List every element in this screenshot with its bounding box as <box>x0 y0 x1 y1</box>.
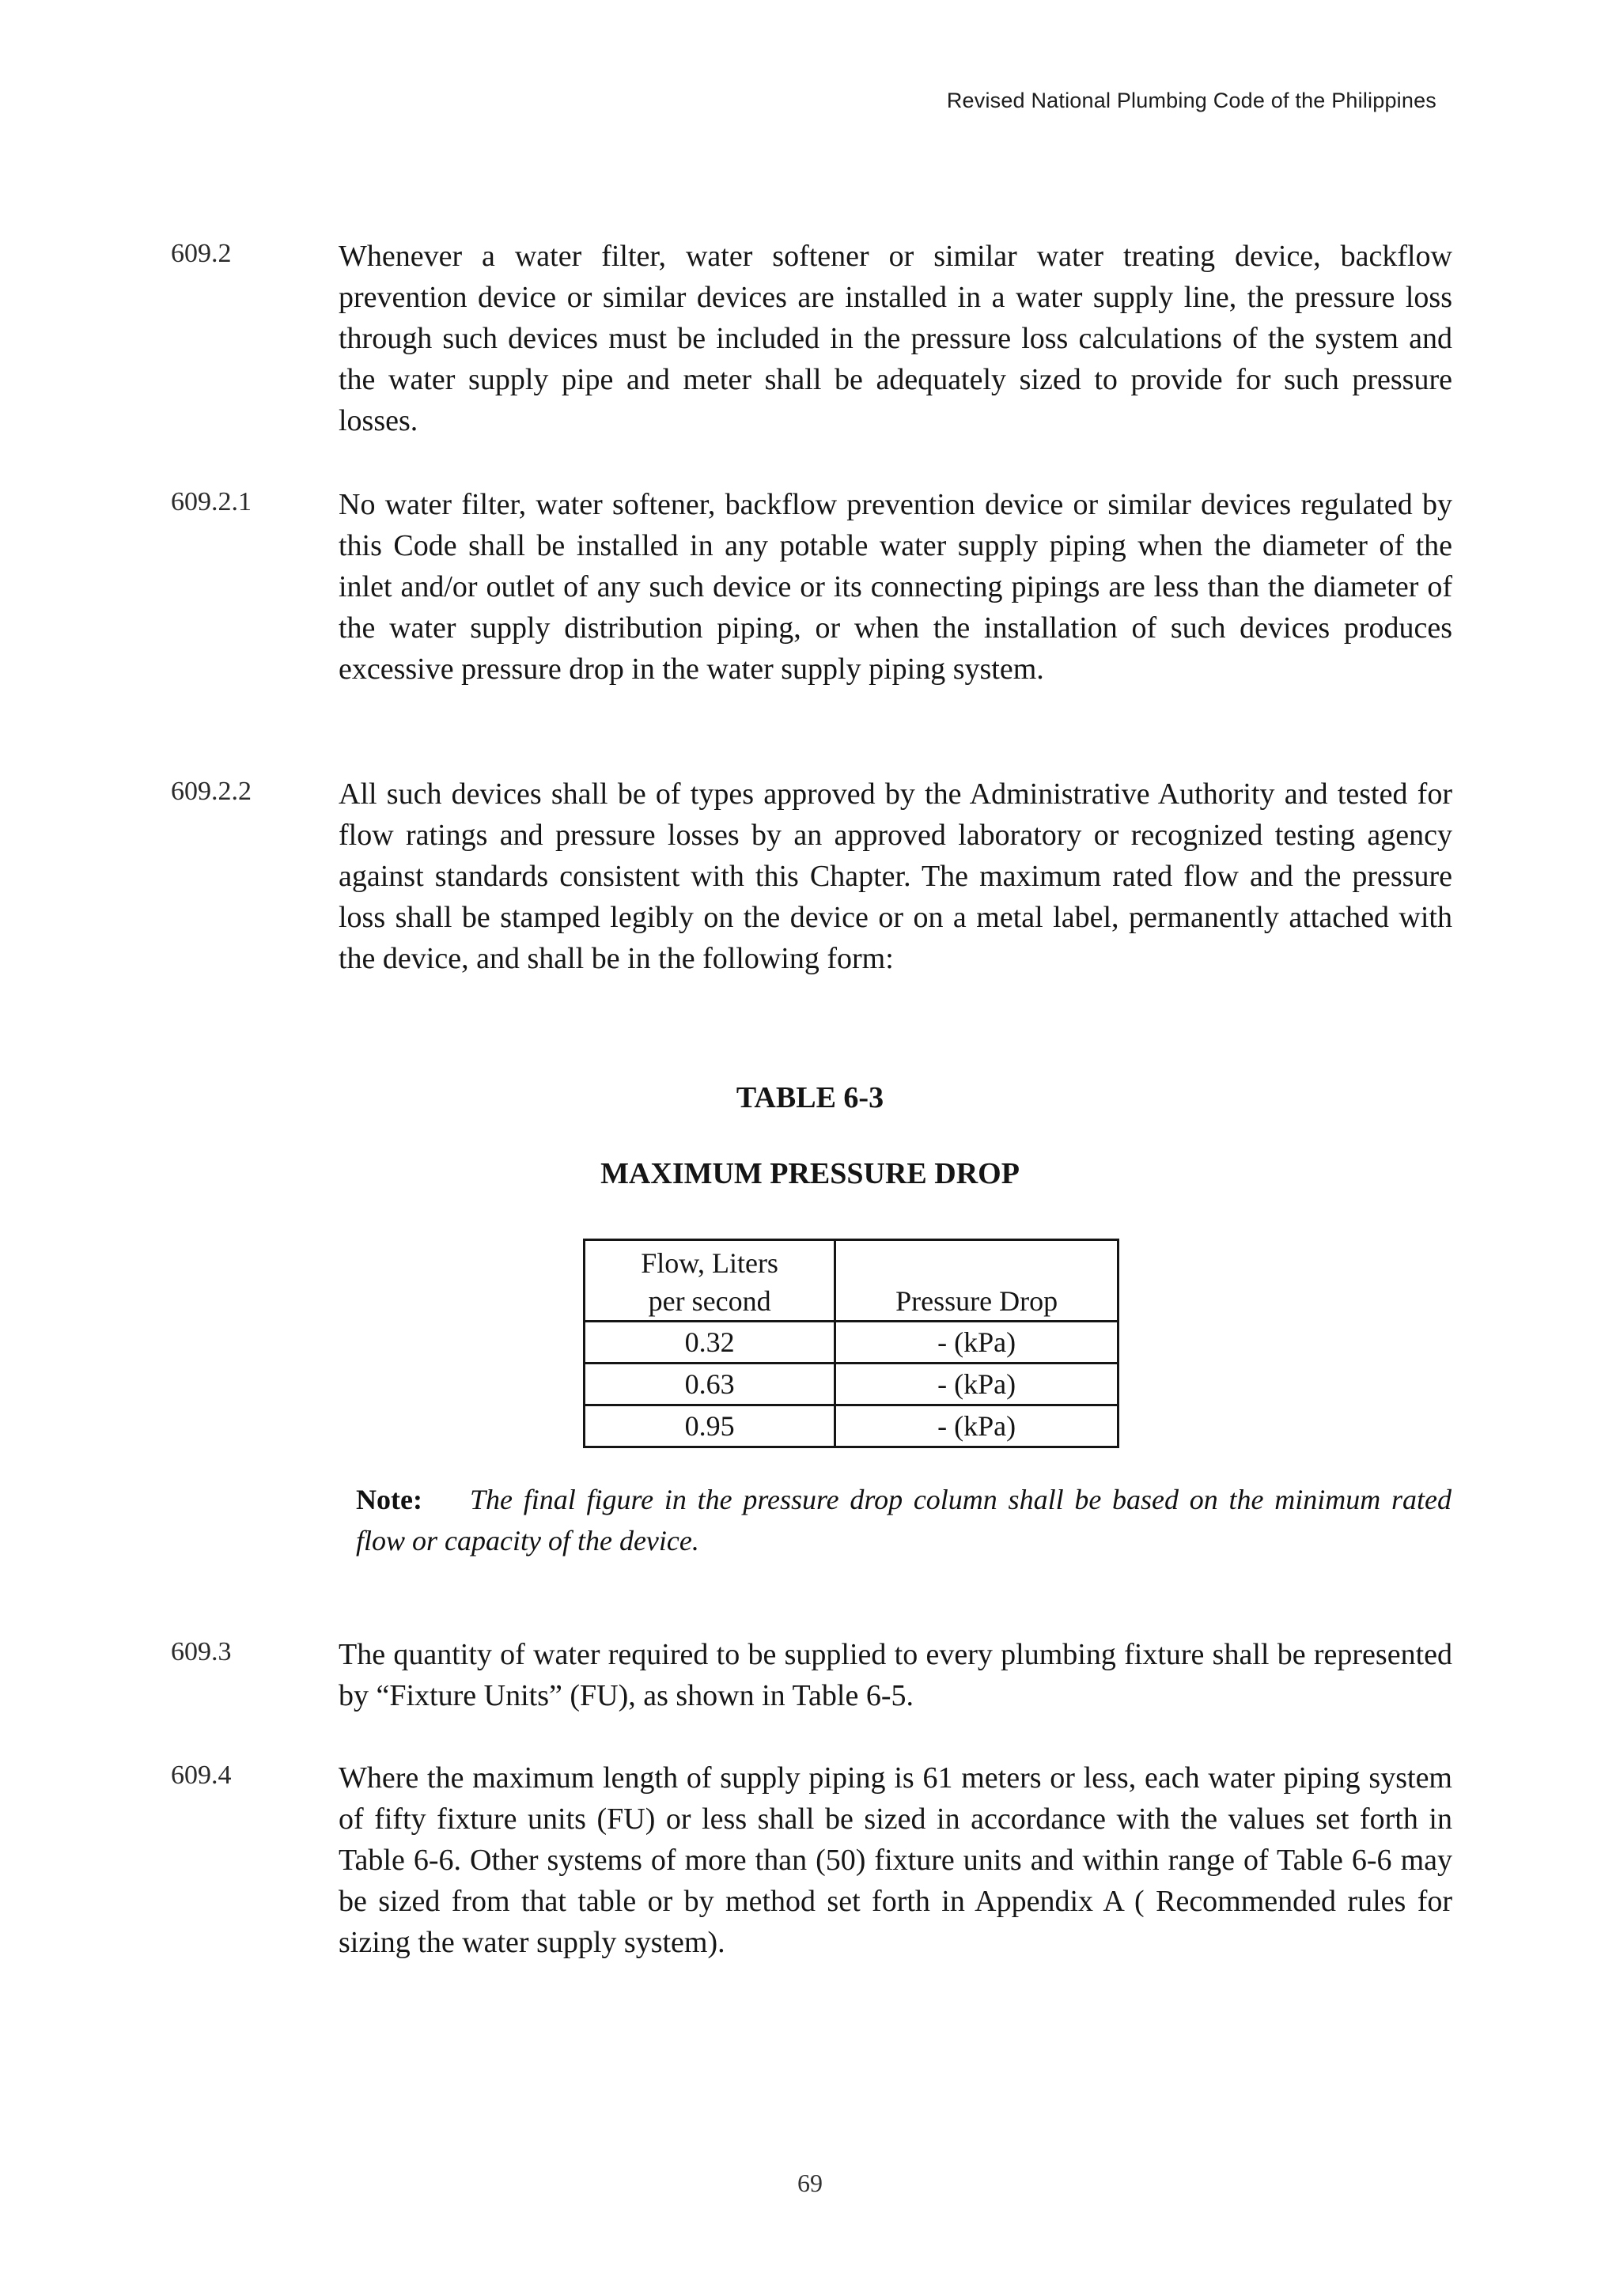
section-text: All such devices shall be of types approved by the Administrative Authority and tested for flow ratings and pressure losses by an approved laboratory or recognized testing agency against standards consistent with this Chapter. The maximum rated flow and the pressure loss shall be stamped legibly on the device or on a metal label, permanently attached with the device, and shall be in the following form: <box>339 777 1452 975</box>
pressure-drop-table <box>583 1239 1119 1448</box>
header-flow <box>585 1240 835 1322</box>
section-number: 609.2 <box>171 239 232 268</box>
header-pressure-drop: Pressure Drop <box>835 1240 1118 1322</box>
section-number: 609.3 <box>171 1637 232 1666</box>
section-text: Whenever a water filter, water softener or similar water treating device, backflow prevention device or similar devices are installed in a water supply line, the pressure loss through such devices must be included in the pressure loss calculations of the system and the water supply pipe and meter shall be adequately sized to provide for such pressure losses. <box>339 240 1452 437</box>
cell-flow: 0.63 <box>585 1364 835 1405</box>
section-text: Where the maximum length of supply piping is 61 meters or less, each water piping system of fifty fixture units (FU) or less shall be sized in accordance with the values set forth in Table 6-6. Other systems of more than (50) fixture units and within range of Table 6-6 may be sized from that table or by method set forth in Appendix A ( Recommended rules for sizing the water supply system). <box>339 1761 1452 1959</box>
cell-drop: - (kPa) <box>835 1364 1118 1405</box>
page-number: 69 <box>797 2169 823 2197</box>
section-609-3 <box>171 1634 1452 1716</box>
section-number: 609.2.1 <box>171 487 252 516</box>
section-609-2-2 <box>171 774 1452 979</box>
table-row <box>585 1405 1118 1447</box>
table-note <box>356 1479 1452 1561</box>
section-609-2-1 <box>171 484 1452 690</box>
table-row <box>585 1322 1118 1364</box>
section-text: No water filter, water softener, backflow prevention device or similar devices regulated by this Code shall be installed in any potable water supply piping when the diameter of the inlet and/or outlet of any such device or its connecting pipings are less than the diameter of the water supply distribution piping, or when the installation of such devices produces excessive pressure drop in the water supply piping system. <box>339 488 1452 686</box>
note-label: Note: <box>356 1484 422 1515</box>
table-title: MAXIMUM PRESSURE DROP <box>600 1157 1020 1190</box>
running-header: Revised National Plumbing Code of the Philippines <box>946 89 1436 112</box>
section-609-4 <box>171 1757 1452 1963</box>
section-number: 609.2.2 <box>171 777 252 806</box>
header-flow-line1: Flow, Liters <box>641 1247 778 1279</box>
header-flow-line2: per second <box>648 1285 771 1317</box>
section-number: 609.4 <box>171 1761 232 1790</box>
table-row <box>585 1364 1118 1405</box>
cell-drop: - (kPa) <box>835 1322 1118 1364</box>
cell-flow: 0.95 <box>585 1405 835 1447</box>
note-text: The final figure in the pressure drop column shall be based on the minimum rated flow or capacity of the device. <box>356 1484 1452 1557</box>
section-text: The quantity of water required to be supplied to every plumbing fixture shall be represented by “Fixture Units” (FU), as shown in Table 6-5. <box>339 1638 1452 1712</box>
table-number: TABLE 6-3 <box>736 1081 884 1114</box>
cell-drop: - (kPa) <box>835 1405 1118 1447</box>
cell-flow: 0.32 <box>585 1322 835 1364</box>
section-609-2 <box>171 236 1452 441</box>
table-header-row <box>585 1240 1118 1322</box>
